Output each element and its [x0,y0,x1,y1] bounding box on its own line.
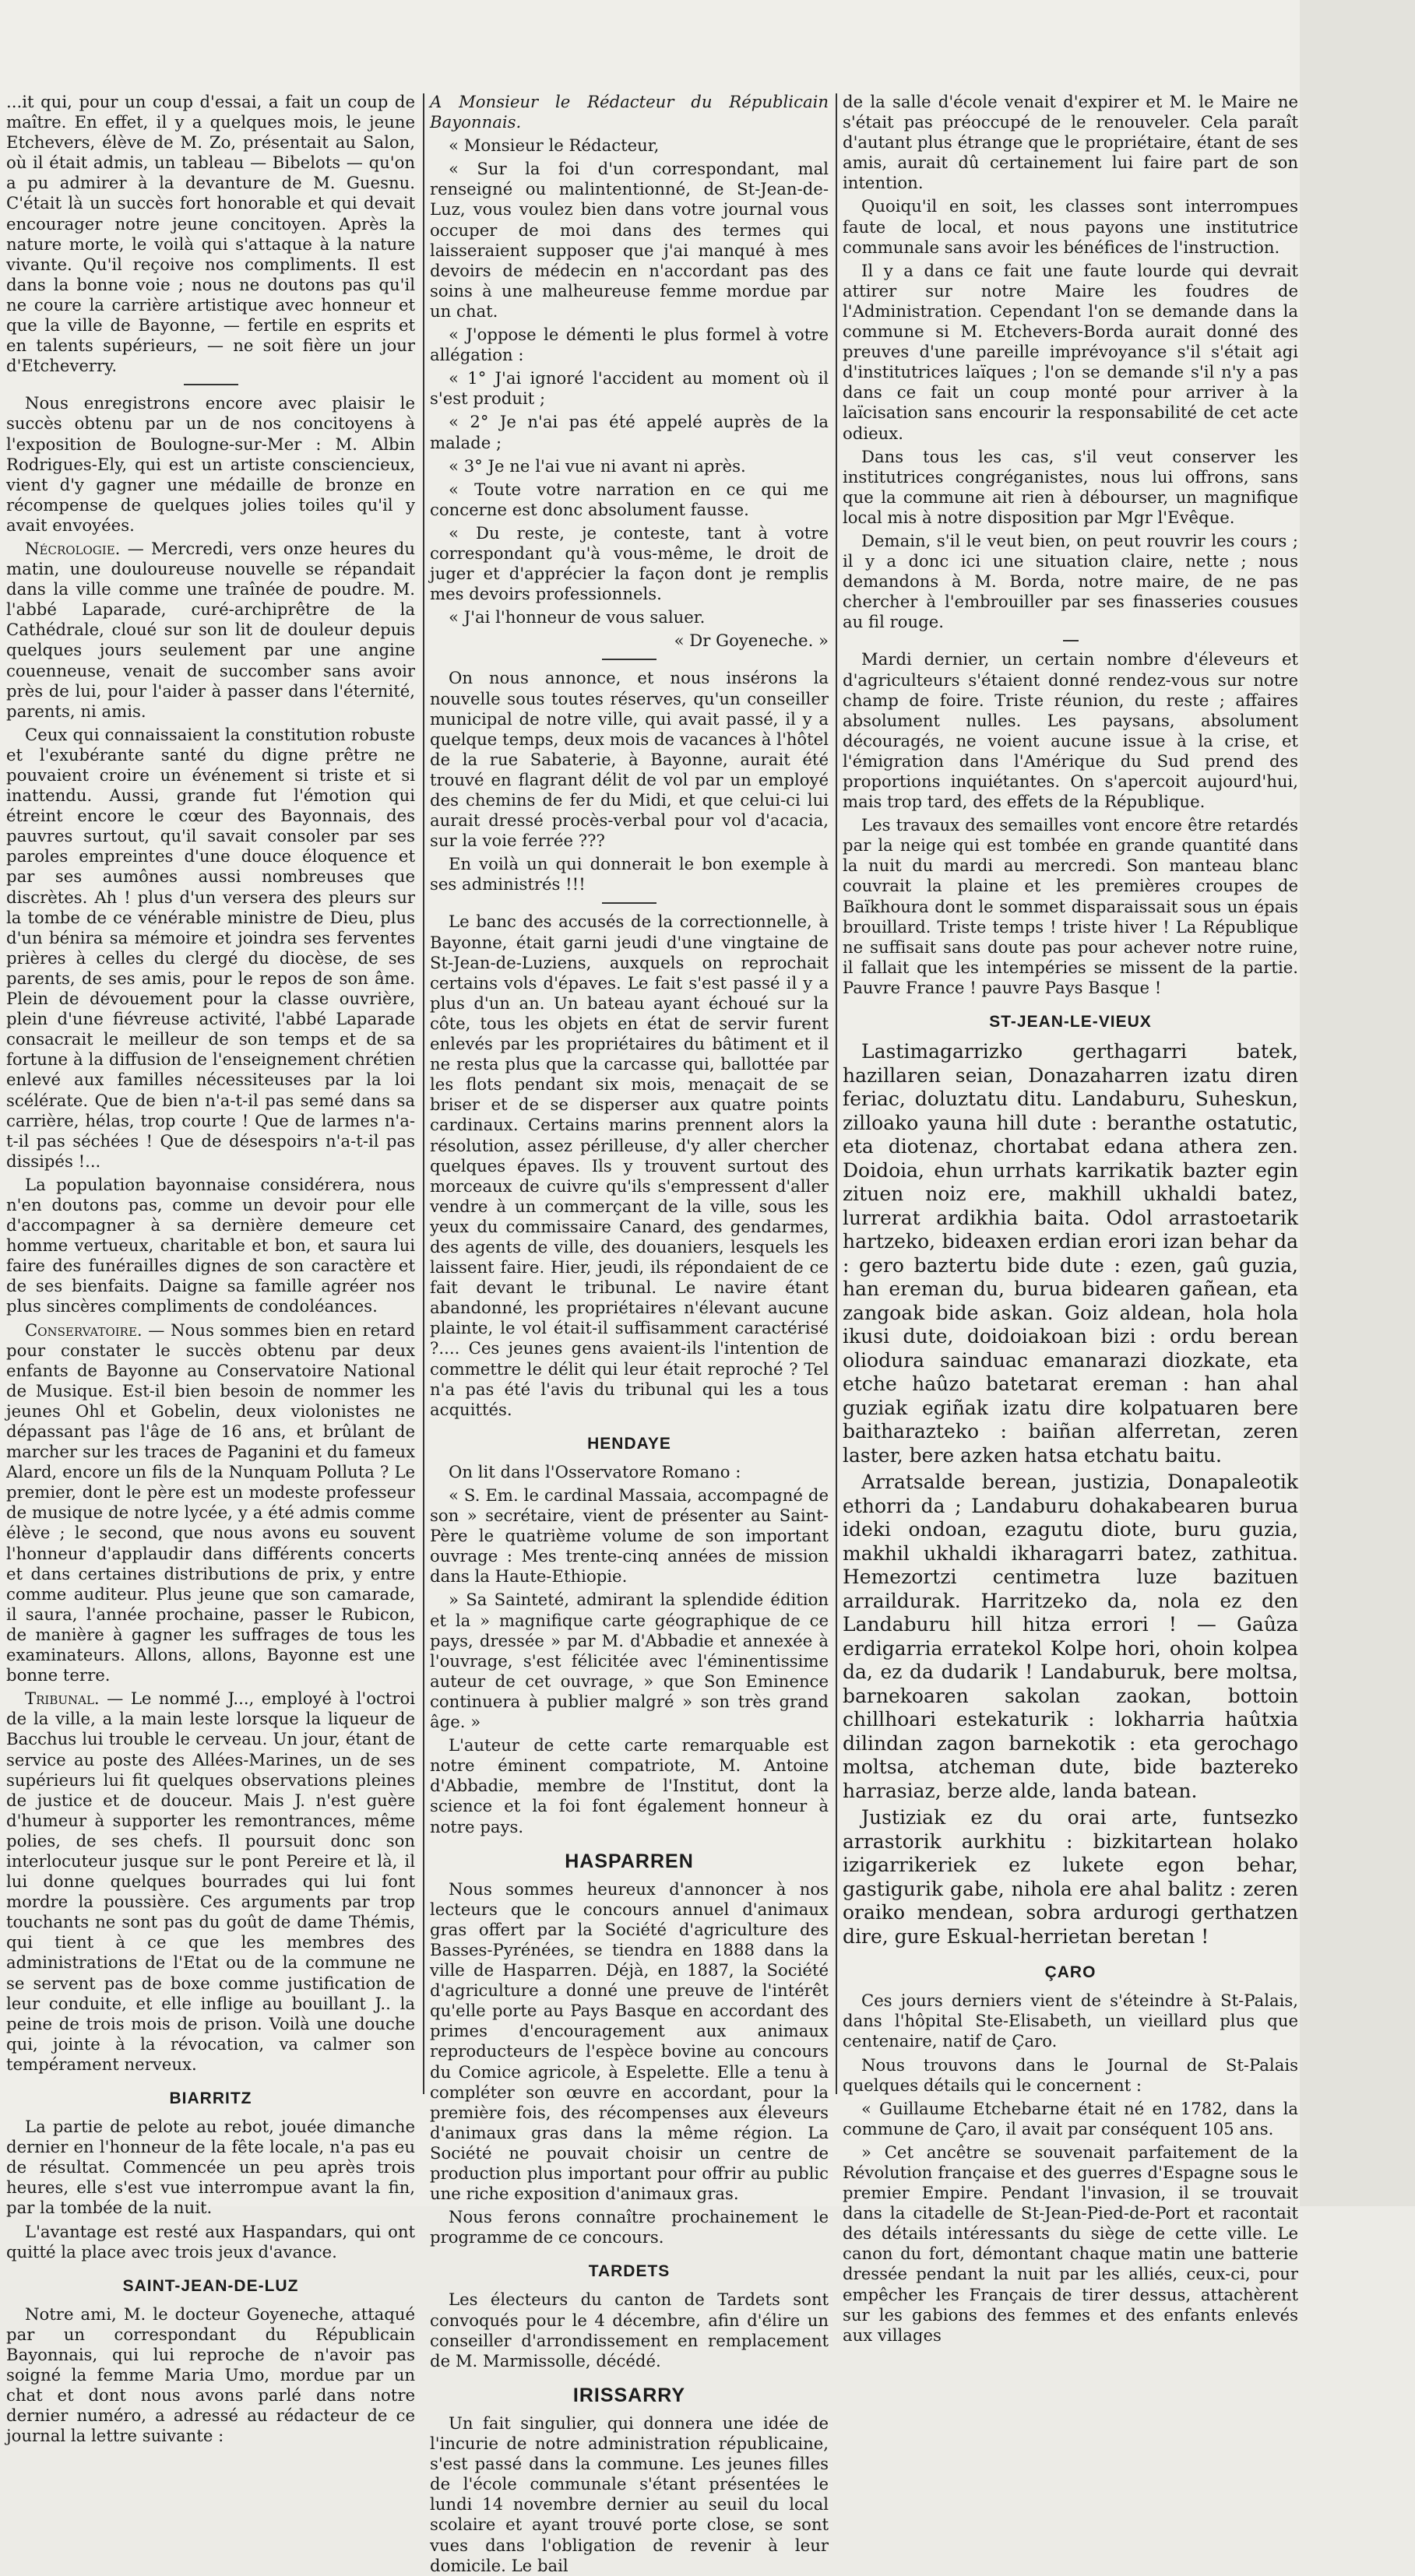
separator [602,902,656,904]
article-paragraph: L'avantage est resté aux Haspandars, qui ont quitté la place avec trois jeux d'avance. [6,2221,415,2261]
section-heading: BIARRITZ [169,2089,252,2107]
article-paragraph: Dans tous les cas, s'il veut conserver les institutrices congréganistes, nous lui offrons, sans que la commune ait rien à débourser, un magnifique local mis à notre disposition par Mgr l'Evêque. [843,446,1298,527]
page-margin [1300,0,1415,2206]
article-paragraph: Ceux qui connaissaient la constitution robuste et l'exubérante santé du digne prêtre ne pouvaient croire un événement si triste et si inattendu. Aussi, grande fut l'émotion qui étreint encore le cœur des Bayonnais, des pauvres surtout, qu'il savait consoler par ses paroles empreintes d'une douce éloquence et par ses aumônes aussi nombreuses que discrètes. Ah ! plus d'un versera des pleurs sur la tombe de ce vénérable ministre de Dieu, plus d'un bénira sa mémoire et joindra ses ferventes prières à celles du clergé du diocèse, de ses parents, de ses amis, pour le repos de son âme. Plein de dévouement pour la classe ouvrière, plein d'une fiévreuse activité, l'abbé Laparade consacrait le meilleur de son temps et de sa fortune à la diffusion de l'enseignement chrétien enlevé aux familles nécessiteuses par la loi scélérate. Que de bien n'a-t-il pas semé dans sa carrière, hélas, trop courte ! Que de larmes n'a-t-il pas séchées ! Que de désespoirs n'a-t-il pas dissipés !... [6,724,415,1171]
article-paragraph: L'auteur de cette carte remarquable est notre éminent compatriote, M. Antoine d'Abbadie, membre de l'Institut, dont la science et la foi font également honneur à notre pays. [430,1735,829,1836]
article-paragraph: Nous sommes heureux d'annoncer à nos lecteurs que le concours annuel d'animaux gras offert par la Société d'agriculture des Basses-Pyrénées, se tiendra en 1888 dans la ville de Hasparren. Déjà, en 1887, la Société d'agriculture a donné une preuve de l'intérêt qu'elle porte au Pays Basque en accordant des primes d'encouragement aux animaux reproducteurs de l'espèce bovine au concours du Comice agricole, à Espelette. Elle a tenu à compléter son œuvre en accordant, pour la première fois, des récompenses aux éleveurs d'animaux gras dans la même région. La Société ne pouvait choisir un centre de production plus important pour offrir au public une riche exposition d'animaux gras. [430,1878,829,2204]
article-paragraph: Les électeurs du canton de Tardets sont convoqués pour le 4 décembre, afin d'élire un conseiller d'arrondissement en remplacement de M. Marmissolle, décédé. [430,2290,829,2370]
section-lead: Tribunal. [25,1689,100,1709]
article-paragraph [6,1689,415,2075]
letter-line: « 3° Je ne l'ai vue ni avant ni après. [449,455,746,476]
section-heading: IRISSARRY [572,2384,686,2406]
article-paragraph: » Sa Sainteté, admirant la splendide édition et la » magnifique carte géographique de ce pays, dressée » par M. d'Abbadie et annexée à l'ouvrage, s'est félicitée avec l'éminentissime auteur de cet ouvrage, » que Son Eminence continuera à publier malgré » son très grand âge. » [430,1590,829,1732]
section-heading: HASPARREN [565,1850,694,1872]
article-paragraph: La population bayonnaise considérera, nous n'en doutons pas, comme un devoir pour elle d'accompagner à sa dernière demeure cet homme vertueux, charitable et bon, et saura lui faire des funérailles dignes de son caractère et de ses bienfaits. Daigne sa famille agréer nos plus sincères compliments de condoléances. [6,1174,415,1316]
article-text: — Mercredi, vers onze heures du matin, une douloureuse nouvelle se répandait dans la ville comme une traînée de poudre. M. l'abbé Laparade, curé-archiprêtre de la Cathédrale, cloué sur son lit de douleur depuis quelques jours seulement par une angine couenneuse, venait de succomber sans avoir près de lui, pour l'aider à passer dans l'éternité, parents, ni amis. [6,538,415,721]
column-right [843,92,1298,2345]
article-paragraph: Nous ferons connaître prochainement le programme de ce concours. [430,2207,829,2247]
letter-line: « 2° Je n'ai pas été appelé auprès de la malade ; [430,412,829,452]
letter-line: « Monsieur le Rédacteur, [449,135,660,156]
separator [602,659,656,660]
article-paragraph: Nous enregistrons encore avec plaisir le succès obtenu par un de nos concitoyens à l'exposition de Boulogne-sur-Mer : M. Albin Rodrigues-Ely, qui est un artiste consciencieux, vient d'y gagner une médaille de bronze en récompense de quelques jolies toiles qu'il y avait envoyées. [6,393,415,535]
section-lead: Nécrologie. [25,538,121,558]
letter-line: « J'oppose le démenti le plus formel à votre allégation : [430,325,829,365]
article-paragraph: Notre ami, M. le docteur Goyeneche, attaqué par un correspondant du Républicain Bayonnais, qui lui reproche de n'avoir pas soigné la femme Maria Umo, mordue par un chat et dont nous avons parlé dans notre dernier numéro, a adressé au rédacteur de ce journal la lettre suivante : [6,2304,415,2446]
letter-heading: A Monsieur le Rédacteur du Républicain Bayonnais. [430,92,829,132]
article-paragraph: Il y a dans ce fait une faute lourde qui devrait attirer sur notre Maire les foudres de l'Administration. Cependant l'on se demande dans la commune si M. Etchevers-Borda aurait donné des preuves d'une pareille imprévoyance s'il s'était agi d'institutrices laïques ; l'on se demande s'il n'y a pas dans ce fait un coup monté pour arriver à la laïcisation sans encourir la responsabilité de cet acte odieux. [843,260,1298,443]
letter-signature: « Dr Goyeneche. » [674,631,829,651]
article-paragraph: En voilà un qui donnerait le bon exemple à ses administrés !!! [430,854,829,894]
article-paragraph: On nous annonce, et nous insérons la nouvelle sous toutes réserves, qu'un conseiller municipal de notre ville, qui avait passé, il y a quelque temps, deux mois de vacances à l'hôtel de la rue Sabaterie, à Bayonne, aurait été trouvé en flagrant délit de vol par un employé des chemins de fer du Midi, et que celui-ci lui aurait dressé procès-verbal pour vol d'acacia, sur la voie ferrée ??? [430,668,829,851]
article-paragraph: » Cet ancêtre se souvenait parfaitement de la Révolution française et des guerres d'Espagne sous le premier Empire. Pendant l'invasion, il se trouvait dans la citadelle de St-Jean-Pied-de-Port et racontait des détails intéressants du siège de cette ville. Le canon du fort, démontant chaque matin une batterie dressée pendant la nuit par les alliés, ceux-ci, pour empêcher les Français de tirer dessus, attachèrent sur les gabions des femmes et des enfants enlevés aux villages [843,2142,1298,2345]
article-paragraph: Les travaux des semailles vont encore être retardés par la neige qui est tombée en grande quantité dans la nuit du mardi au mercredi. Son manteau blanc couvrait la plaine et les premières croupes de Baïkhoura dont le sommet disparaissait sous un épais brouillard. Triste temps ! triste hiver ! La République ne suffisait sans doute pas pour achever notre ruine, il fallait que les intempéries se missent de la partie. Pauvre France ! pauvre Pays Basque ! [843,815,1298,997]
article-paragraph: Mardi dernier, un certain nombre d'éleveurs et d'agriculteurs s'étaient donné rendez-vous sur notre champ de foire. Triste réunion, du reste ; affaires absolument nulles. Les paysans, absolument découragés, ne voient aucune issue à la crise, et l'émigration dans l'Amérique du Sud prend des proportions inquiétantes. On s'apercoit aujourd'hui, mais trop tard, des effets de la République. [843,649,1298,812]
article-paragraph: « S. Em. le cardinal Massaia, accompagné de son » secrétaire, vient de présenter au Saint-Père le quatrième volume de son important ouvrage : Mes trente-cinq années de mission dans la Haute-Ethiopie. [430,1485,829,1587]
article-paragraph [6,539,415,722]
letter-line: « 1° J'ai ignoré l'accident au moment où il s'est produit ; [430,368,829,409]
article-paragraph: ...it qui, pour un coup d'essai, a fait un coup de maître. En effet, il y a quelques mois, le jeune Etchevers, élève de M. Zo, présentait au Salon, où il était admis, un tableau — Bibelots — qu'on a pu admirer à la devanture de M. Guesnu. C'était là un succès fort honorable et qui devait encourager notre jeune concitoyen. Après la nature morte, le voilà qui s'attaque à la nature vivante. Qu'il reçoive nos compliments. Il est dans la bonne voie ; nous ne doutons pas qu'il ne coure la carrière artistique avec honneur et que la ville de Bayonne, — fertile en esprits et en talents supérieurs, — ne soit fière un jour d'Etcheverry. [6,92,415,376]
section-heading: HENDAYE [587,1434,671,1453]
section-lead: Conservatoire. [25,1320,143,1340]
article-paragraph: Lastimagarrizko gerthagarri batek, hazillaren seian, Donazaharren izatu diren feriac, doluztatu ditu. Landaburu, Suheskun, zilloako yauna hill dute : beranthe ostatutic, eta diotenaz, chortabat edana athera zen. Doidoia, ehun urrhats karrikatik bazter egin zituen noiz ere, makhill ukhaldi batez, lurrerat ardikhia baita. Odol arrastoetarik hartzeko, bideaxen erdian erori izan behar da : gero baztertu bide dute : ezen, gaû guzia, han ereman du, burua bidearen gañean, eta zangoak bide askan. Goiz aldean, hola hola ikusi dute, doidoiakoan bizi : ordu berean oliodura sainduac emanarazi diozkate, eta etche haûzo batetarat ereman : han ahal guziak egiñak izatu dire kolpatuaren bere baitharazteko : baiñan alferretan, zeren laster, bere azken hatsa etchatu baitu. [843,1040,1298,1467]
column-rule [836,93,837,2094]
article-paragraph: Justiziak ez du orai arte, funtsezko arrastorik aurkhitu : bizkitartean holako izigarrikeriek ez lukete egon behar, gastigurik gabe, nihola ere ahal balitz : zeren oraiko mendean, sobra ardurogi gerthatzen dire, gure Eskual-herrietan beretan ! [843,1806,1298,1948]
article-paragraph: de la salle d'école venait d'expirer et M. le Maire ne s'était pas préoccupé de le renouveler. Cela paraît d'autant plus étrange que le propriétaire, étant de ses amis, aurait dû certainement lui faire part de son intention. [843,92,1298,193]
article-text: — Le nommé J..., employé à l'octroi de la ville, a la main leste lorsque la liqueur de Bacchus lui trouble le cerveau. Un jour, étant de service au poste des Allées-Marines, un de ses supérieurs lui fit quelques observations pleines de justice et de douceur. Mais J. n'est guère d'humeur à supporter les remontrances, même polies, de ses chefs. Il poursuit donc son interlocuteur jusque sur le pont Pereire et là, il lui donne quelques bourrades qui lui font mordre la poussière. Ces arguments par trop touchants ne sont pas du goût de dame Thémis, qui tient à ce que les membres des administrations de l'Etat ou de la commune ne se servent pas de boxe comme justification de leur conduite, et elle inflige au bouillant J.. la peine de trois mois de prison. Voilà une douche qui, jointe à la révocation, va calmer son tempérament nerveux. [6,1689,415,2074]
column-middle [430,92,829,2575]
article-paragraph: Un fait singulier, qui donnera une idée de l'incurie de notre administration républicaine, s'est passé dans la commune. Les jeunes filles de l'école communale s'étant présentées le lundi 14 novembre dernier au seuil du local scolaire et ayant trouvé porte close, se sont vues dans l'obligation de revenir à leur domicile. Le bail [430,2413,829,2575]
letter-line: « J'ai l'honneur de vous saluer. [449,607,706,627]
article-text: — Nous sommes bien en retard pour constater le succès obtenu par deux enfants de Bayonne au Conservatoire National de Musique. Est-il bien besoin de nommer les jeunes Ohl et Gobelin, deux violonistes ne dépassant pas l'âge de 16 ans, et brûlant de marcher sur les traces de Paganini et du fameux Alard, encore un fils de la Nunquam Polluta ? Le premier, dont le père est un modeste professeur de musique de notre lycée, y a été admis comme élève ; le second, que nous avons eu souvent l'honneur d'applaudir dans différents concerts et dans certaines distributions de prix, y entre comme auditeur. Plus jeune que son camarade, il saura, l'année prochaine, passer le Rubicon, de manière à gagner les suffrages de tous les examinateurs. Allons, allons, Bayonne est une bonne terre. [6,1320,415,1685]
separator [1063,640,1079,641]
article-paragraph: La partie de pelote au rebot, jouée dimanche dernier en l'honneur de la fête locale, n'a pas eu de résultat. Commencée un peu après trois heures, elle s'est vue interrompue avant la fin, par la tombée de la nuit. [6,2117,415,2218]
section-heading: ST-JEAN-LE-VIEUX [989,1013,1152,1031]
article-paragraph: Nous trouvons dans le Journal de St-Palais quelques détails qui le concernent : [843,2054,1298,2095]
column-rule [423,93,424,2094]
article-paragraph: Demain, s'il le veut bien, on peut rouvrir les cours ; il y a donc ici une situation claire, nette ; nous demandons à M. Borda, notre maire, de ne pas chercher à l'embrouiller par ses finasseries cousues au fil rouge. [843,530,1298,632]
letter-line: « Sur la foi d'un correspondant, mal renseigné ou malintentionné, de St-Jean-de-Luz, vous voulez bien dans votre journal vous occuper de moi dans des termes qui laisseraient supposer que j'ai manqué à mes devoirs de médecin en n'accordant pas des soins à une malheureuse femme mordue par un chat. [430,159,829,321]
article-paragraph: Arratsalde berean, justizia, Donapaleotik ethorri da ; Landaburu dohakabearen burua ideki ondoan, ezagutu diote, buru guzia, makhil ukhaldi ikharagarri batez, zathitua. Hemezortzi centimetra luze bazituen arraildurak. Harritzeko da, nola ez den Landaburu hill hitza errori ! — Gaûza erdigarria erratekol Kolpe hori, ohoin kolpea da, ez da dudarik ! Landaburuk, bere moltsa, barnekoaren sakolan zaokan, bottoin chillhoari estekaturik : lokharria haûtxia dilindan zagon barnekotik : eta gerochago moltsa, atcheman dute, bide baztereko harrasiaz, berze alde, landa batean. [843,1471,1298,1802]
letter-line: « Du reste, je conteste, tant à votre correspondant qu'à vous-même, le droit de juger et d'apprécier la façon dont je remplis mes devoirs professionnels. [430,522,829,604]
section-heading: TARDETS [588,2262,671,2281]
article-paragraph: Le banc des accusés de la correctionnelle, à Bayonne, était garni jeudi d'une vingtaine de St-Jean-de-Luziens, auxquels on reprochait certains vols d'épaves. Le fait s'est passé il y a plus d'un an. Un bateau ayant échoué sur la côte, tous les objets en état de servir furent enlevés par les propriétaires du bâtiment et il ne resta plus que la carcasse qui, ballottée par les flots pendant six mois, menaçait de se briser et de se disperser aux quatre points cardinaux. Certains marins prennent alors la résolution, assez périlleuse, d'y aller chercher quelques épaves. Ils y trouvent surtout des morceaux de cuivre qu'ils s'empressent d'aller vendre à un commerçant de la ville, sous les yeux du commissaire Canard, des gendarmes, des agents de ville, des douaniers, lesquels les laissent faire. Hier, jeudi, ils répondaient de ce fait devant le tribunal. Le navire étant abandonné, les propriétaires n'élevant aucune plainte, le vol était-il suffisamment caractérisé ?.... Ces jeunes gens avaient-ils l'intention de commettre le délit qui leur était reproché ? Tel n'a pas été l'avis du tribunal qui les a tous acquittés. [430,912,829,1419]
section-heading: SAINT-JEAN-DE-LUZ [122,2276,299,2295]
letter-line: « Toute votre narration en ce qui me concerne est donc absolument fausse. [430,479,829,519]
article-paragraph: On lit dans l'Osservatore Romano : [449,1461,741,1481]
article-paragraph: Quoiqu'il en soit, les classes sont interrompues faute de local, et nous payons une institutrice communale sans avoir les bénéfices de l'instruction. [843,196,1298,257]
separator [184,384,238,385]
section-heading: ÇARO [1044,1963,1096,1982]
article-paragraph: « Guillaume Etchebarne était né en 1782, dans la commune de Çaro, il avait par conséquent 105 ans. [843,2098,1298,2138]
article-paragraph: Ces jours derniers vient de s'éteindre à St-Palais, dans l'hôpital Ste-Elisabeth, un vieillard plus que centenaire, natif de Çaro. [843,1991,1298,2051]
column-left [6,92,415,2446]
article-paragraph [6,1320,415,1686]
